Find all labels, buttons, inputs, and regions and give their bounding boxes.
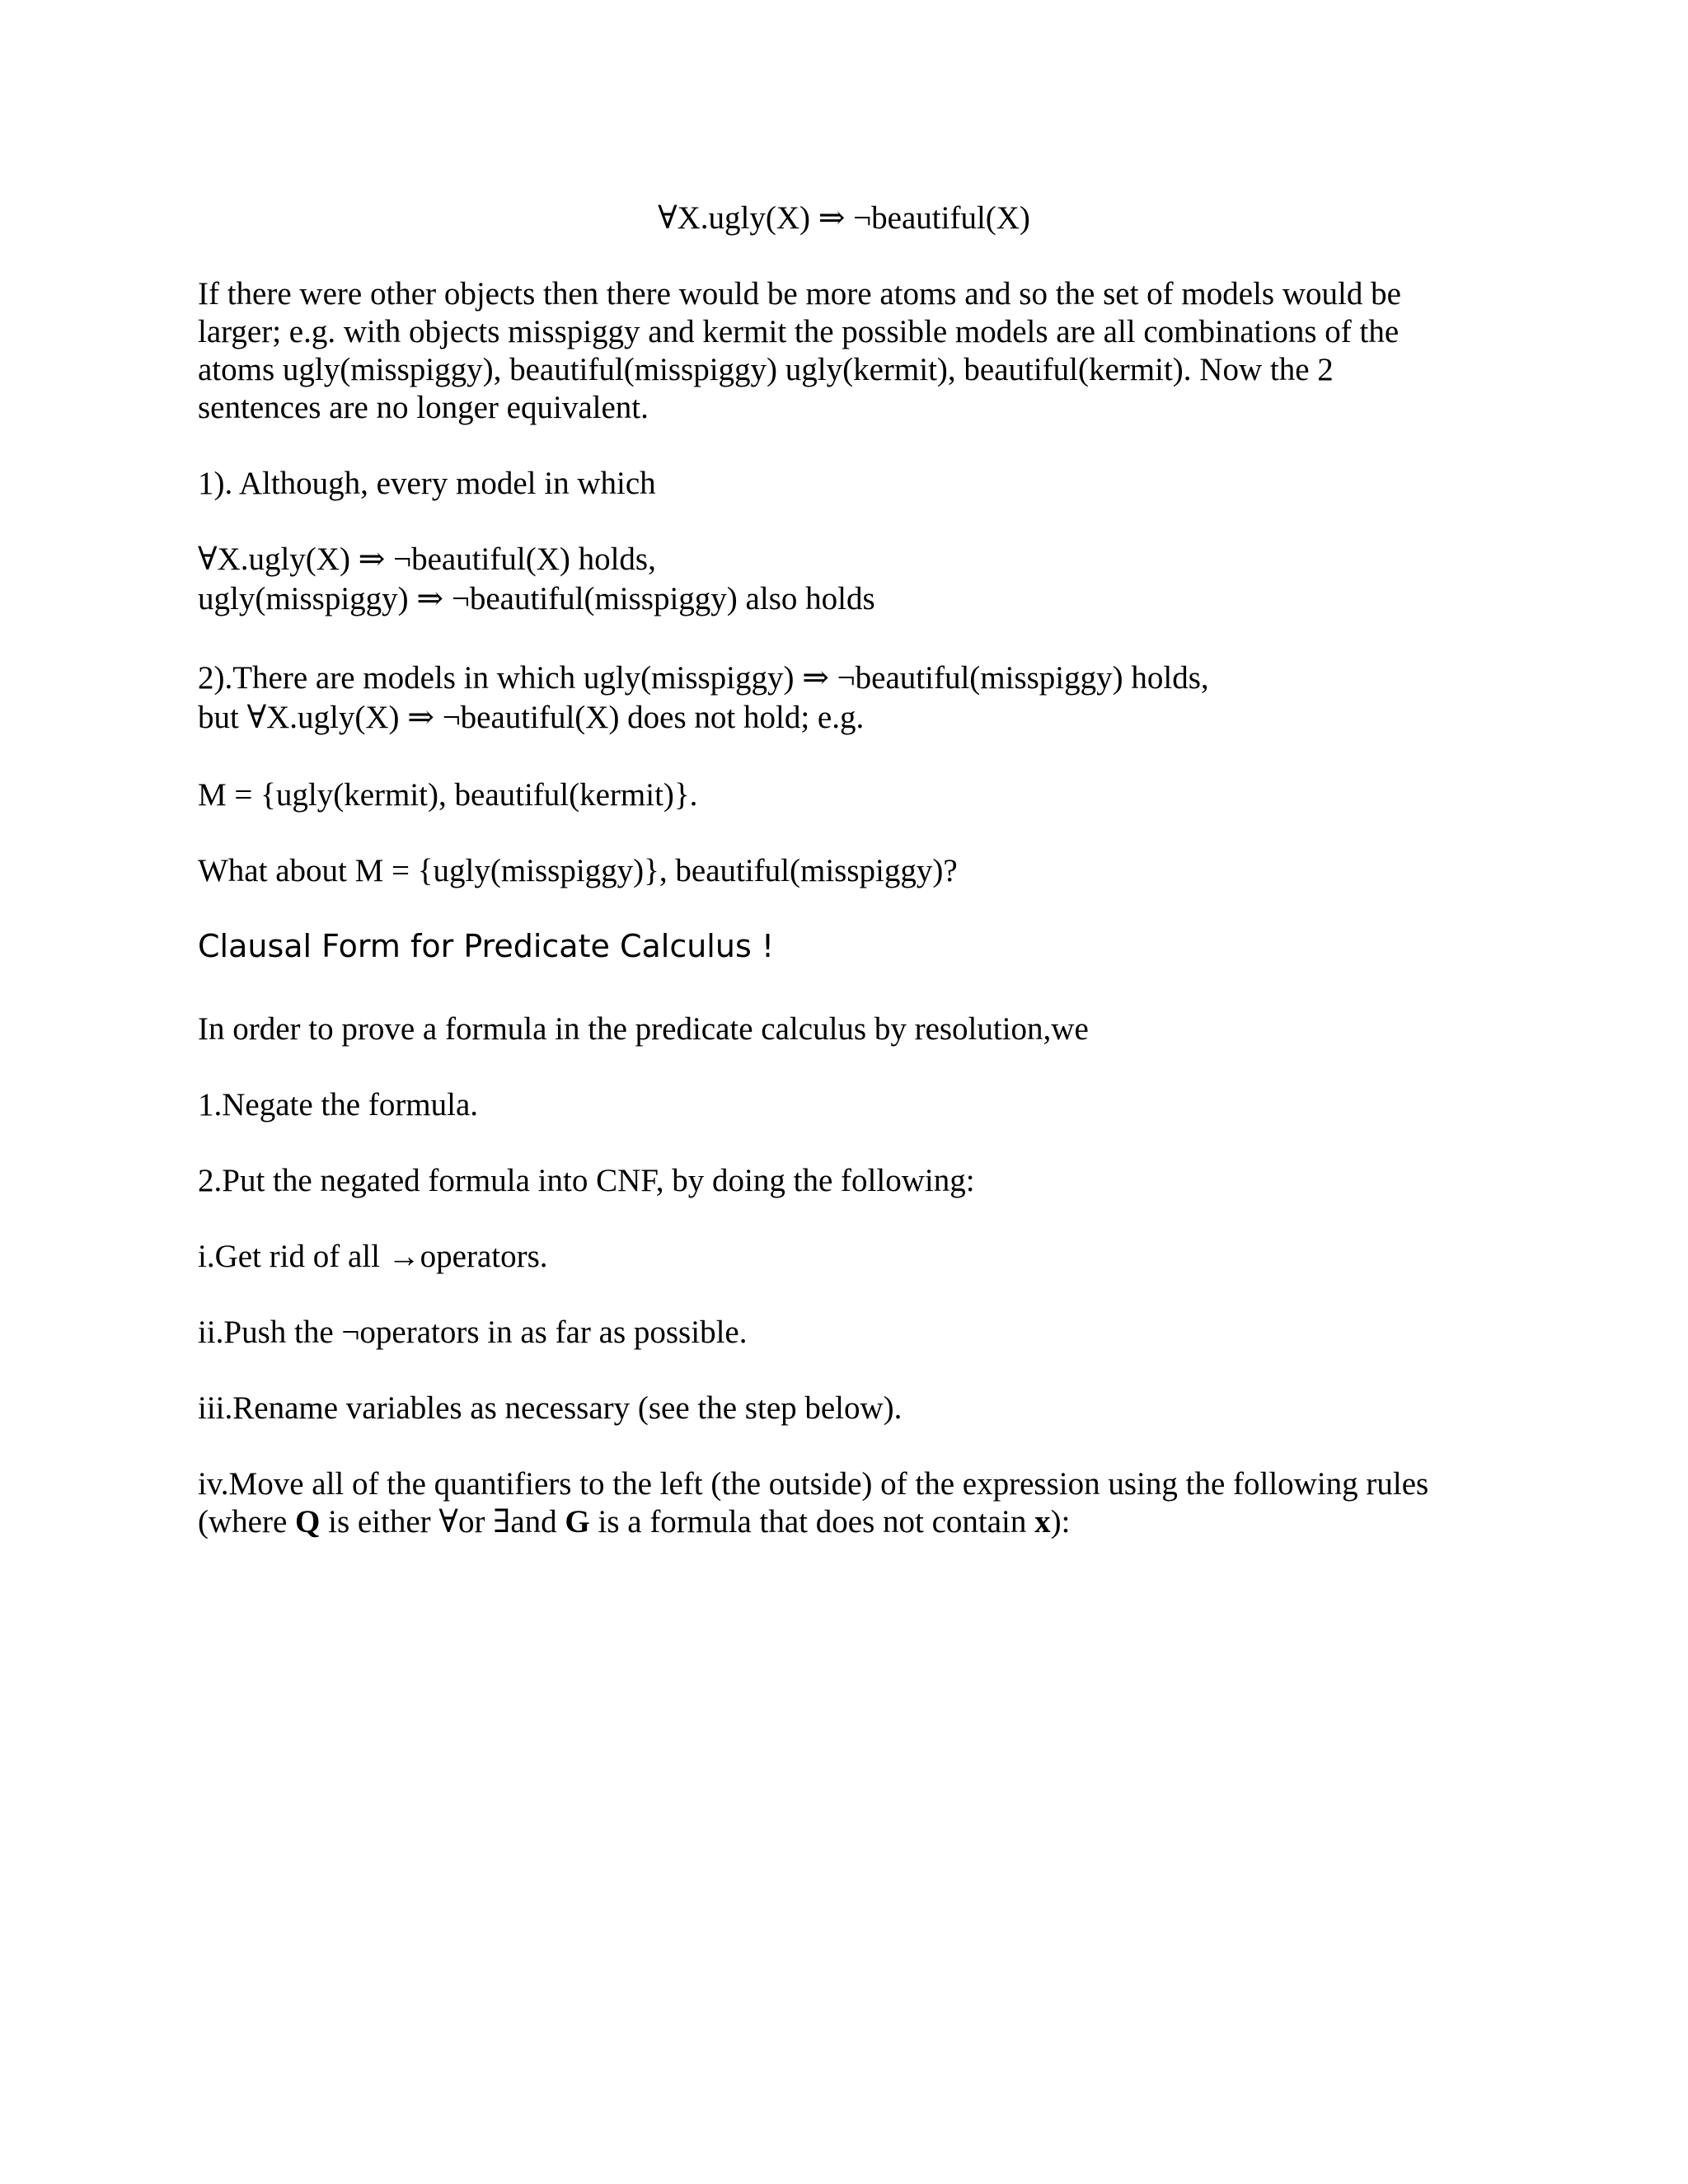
step-iv-line-2 [198,1502,1070,1542]
step-iv-text-4: ): [1050,1504,1071,1540]
step-iv-text-1: (where [198,1504,296,1540]
g-symbol: G [565,1504,590,1540]
intro-resolution: In order to prove a formula in the predicate calculus by resolution,we [198,1011,1089,1047]
step-iv-text-3: is a formula that does not contain [589,1504,1035,1540]
step-iv-text-2: is either ∀or ∃and [320,1504,565,1540]
paragraph-1-line-2: larger; e.g. with objects misspiggy and kermit the possible models are all combinations of the [198,314,1400,349]
item-2-line-2: but ∀X.ugly(X) ⇒ ¬beautiful(X) does not hold; e.g. [198,700,865,735]
model-m: M = {ugly(kermit), beautiful(kermit)}. [198,777,698,813]
paragraph-1-line-1: If there were other objects then there would be more atoms and so the set of models would be [198,276,1401,312]
step-ii: ii.Push the ¬operators in as far as possible. [198,1315,748,1350]
item-1-intro: 1). Although, every model in which [198,466,656,501]
step-i: i.Get rid of all →operators. [198,1239,548,1274]
item-1-line-2: ugly(misspiggy) ⇒ ¬beautiful(misspiggy) also holds [198,581,875,616]
paragraph-1-line-4: sentences are no longer equivalent. [198,390,649,425]
section-heading: Clausal Form for Predicate Calculus ! [198,928,775,964]
item-2-line-1: 2).There are models in which ugly(misspiggy) ⇒ ¬beautiful(misspiggy) holds, [198,660,1209,696]
step-1: 1.Negate the formula. [198,1087,479,1122]
paragraph-1-line-3: atoms ugly(misspiggy), beautiful(misspiggy) ugly(kermit), beautiful(kermit). Now the 2 [198,352,1334,387]
step-iv-line-1: iv.Move all of the quantifiers to the left (the outside) of the expression using the following rules [198,1466,1429,1502]
formula-top: ∀X.ugly(X) ⇒ ¬beautiful(X) [658,200,1030,236]
item-1-line-1: ∀X.ugly(X) ⇒ ¬beautiful(X) holds, [198,541,656,577]
q-symbol: Q [295,1504,321,1540]
x-symbol: x [1034,1504,1051,1540]
step-iii: iii.Rename variables as necessary (see the step below). [198,1390,903,1426]
step-2: 2.Put the negated formula into CNF, by doing the following: [198,1163,975,1198]
question: What about M = {ugly(misspiggy)}, beautiful(misspiggy)? [198,853,958,888]
